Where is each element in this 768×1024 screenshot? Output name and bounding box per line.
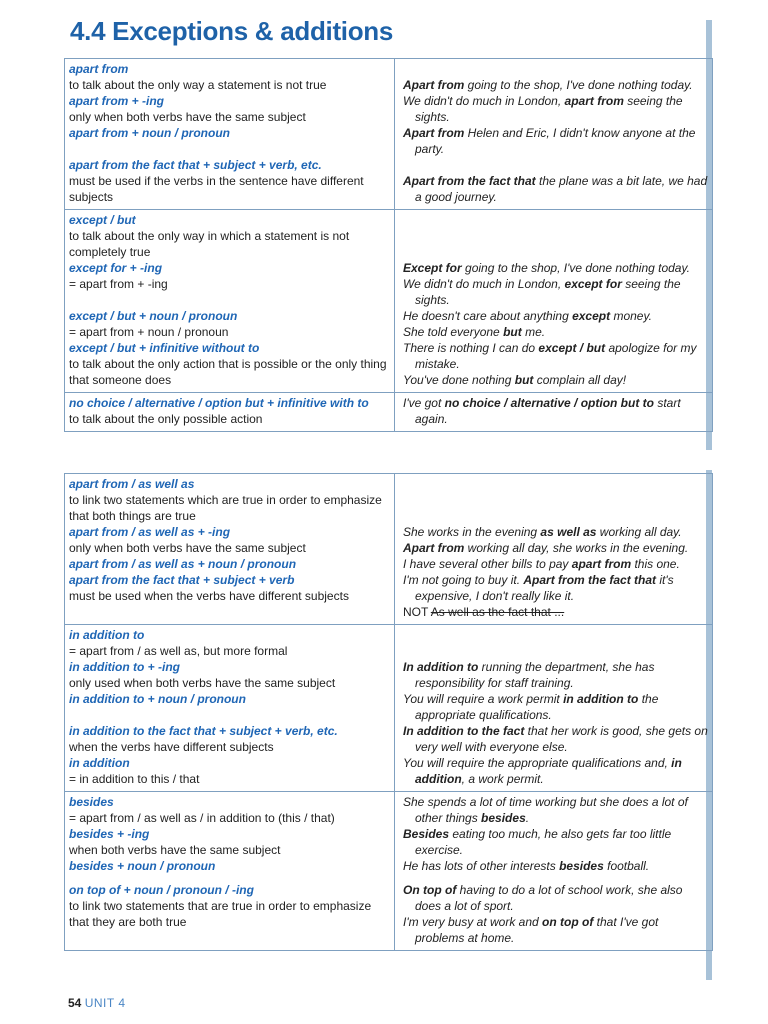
key-phrase: Except for [403, 261, 462, 275]
grammar-pattern: in addition to the fact that + subject + verb, etc. [69, 724, 338, 738]
spacer [403, 476, 708, 492]
grammar-pattern: apart from / as well as + noun / pronoun [69, 557, 297, 571]
key-phrase: except / but [538, 341, 606, 355]
example-sentence [403, 340, 708, 372]
rule-cell [65, 625, 395, 792]
example-sentence [403, 372, 708, 388]
sentence-text: this one. [631, 557, 680, 571]
not-label: NOT [403, 605, 431, 619]
key-phrase: In addition to [403, 660, 479, 674]
example-sentence [403, 572, 708, 604]
table-row [65, 59, 713, 210]
sentence-text: Helen and Eric, I didn't know anyone at the party. [415, 126, 696, 156]
example-cell [395, 625, 713, 792]
sentence-text: going to the shop, I've done nothing today. [464, 78, 693, 92]
grammar-pattern: in addition [69, 756, 130, 770]
grammar-pattern: except / but [69, 213, 136, 227]
key-phrase: Apart from [403, 126, 465, 140]
grammar-table-additions [64, 473, 713, 951]
usage-note: when the verbs have different subjects [69, 740, 274, 754]
example-sentence [403, 308, 708, 324]
usage-note: = apart from + -ing [69, 277, 168, 291]
spacer [403, 228, 708, 244]
key-phrase: On top of [403, 883, 457, 897]
spacer [403, 157, 708, 173]
example-sentence [403, 794, 708, 826]
usage-note: to link two statements that are true in order to emphasize that they are both true [69, 899, 372, 929]
sentence-text: He doesn't care about anything [403, 309, 573, 323]
grammar-pattern: except / but + infinitive without to [69, 341, 260, 355]
struck-phrase: As well as the fact that ... [430, 605, 565, 619]
sentence-text: having to do a lot of school work, she also does a lot of sport. [415, 883, 683, 913]
rule-cell [65, 474, 395, 625]
grammar-pattern: besides + -ing [69, 827, 150, 841]
example-sentence [403, 858, 708, 874]
table-row [65, 474, 713, 625]
spacer [403, 874, 708, 882]
usage-note: must be used when the verbs have different subjects [69, 589, 349, 603]
sentence-text: I've got [403, 396, 445, 410]
key-phrase: Apart from [403, 78, 465, 92]
key-phrase: in addition [415, 756, 682, 786]
table-row [65, 393, 713, 432]
sentence-text: working all day. [596, 525, 682, 539]
sentence-text: that her work is good, she gets on very well with everyone else. [415, 724, 708, 754]
usage-note: only when both verbs have the same subject [69, 110, 306, 124]
sentence-text: eating too much, he also gets far too little exercise. [415, 827, 672, 857]
grammar-pattern: apart from / as well as [69, 477, 195, 491]
key-phrase: except [572, 309, 611, 323]
example-sentence [403, 755, 708, 787]
sentence-text: start again. [415, 396, 681, 426]
usage-note: must be used if the verbs in the sentence have different subjects [69, 174, 364, 204]
page-number: 54 [68, 996, 82, 1010]
rule-cell [65, 393, 395, 432]
example-cell [395, 474, 713, 625]
spacer [403, 508, 708, 524]
example-sentence [403, 260, 708, 276]
sentence-text: money. [610, 309, 652, 323]
sentence-text: I'm not going to buy it. [403, 573, 524, 587]
spacer [69, 292, 390, 308]
sentence-text: seeing the sights. [415, 277, 681, 307]
key-phrase: apart from [571, 557, 632, 571]
table-row [65, 210, 713, 393]
grammar-pattern: in addition to [69, 628, 145, 642]
example-cell [395, 393, 713, 432]
example-sentence [403, 324, 708, 340]
grammar-pattern: no choice / alternative / option but + infinitive with to [69, 396, 369, 410]
table-row [65, 792, 713, 951]
spacer [403, 643, 708, 659]
sentence-text: , a work permit. [461, 772, 544, 786]
example-sentence [403, 125, 708, 157]
key-phrase: Besides [403, 827, 450, 841]
spacer [403, 627, 708, 643]
example-sentence [403, 914, 708, 946]
key-phrase: besides [481, 811, 526, 825]
sentence-text: that I've got problems at home. [415, 915, 659, 945]
key-phrase: Apart from [403, 541, 465, 555]
usage-note: = in addition to this / that [69, 772, 200, 786]
key-phrase: no choice / alternative / option but to [444, 396, 654, 410]
grammar-table-exceptions [64, 58, 713, 432]
key-phrase: Apart from the fact that [523, 573, 657, 587]
sentence-text: the plane was a bit late, we had a good journey. [415, 174, 708, 204]
sentence-text: running the department, she has responsibility for staff training. [415, 660, 655, 690]
usage-note: to talk about the only action that is possible or the only thing that someone does [69, 357, 387, 387]
spacer [69, 707, 390, 723]
sentence-text: You've done nothing [403, 373, 515, 387]
usage-note: to link two statements which are true in order to emphasize that both things are true [69, 493, 382, 523]
example-sentence [403, 556, 708, 572]
rule-cell [65, 792, 395, 951]
key-phrase: In addition to the fact [403, 724, 525, 738]
spacer [69, 141, 390, 157]
sentence-text: the appropriate qualifications. [415, 692, 659, 722]
usage-note: only when both verbs have the same subject [69, 541, 306, 555]
sentence-text: . [525, 811, 530, 825]
sentence-text: She works in the evening [403, 525, 541, 539]
sentence-text: She told everyone [403, 325, 504, 339]
example-sentence [403, 540, 708, 556]
spacer [403, 244, 708, 260]
grammar-pattern: apart from the fact that + subject + verb, etc. [69, 158, 322, 172]
sentence-text: apologize for my mistake. [415, 341, 697, 371]
sentence-text: You will require the appropriate qualifications and, [403, 756, 672, 770]
grammar-pattern: in addition to + noun / pronoun [69, 692, 246, 706]
usage-note: = apart from / as well as, but more formal [69, 644, 288, 658]
sentence-text: complain all day! [533, 373, 627, 387]
sentence-text: going to the shop, I've done nothing today. [461, 261, 690, 275]
spacer [69, 874, 390, 882]
key-phrase: except for [564, 277, 622, 291]
example-cell [395, 792, 713, 951]
example-sentence [403, 276, 708, 308]
page-title: 4.4 Exceptions & additions [70, 16, 394, 46]
unit-label: UNIT 4 [84, 996, 126, 1010]
grammar-pattern: besides + noun / pronoun [69, 859, 216, 873]
example-sentence [403, 826, 708, 858]
key-phrase: but [503, 325, 522, 339]
example-sentence [403, 691, 708, 723]
page-footer [68, 996, 126, 1010]
usage-note: only used when both verbs have the same subject [69, 676, 336, 690]
key-phrase: apart from [564, 94, 624, 108]
sentence-text: I have several other bills to pay [403, 557, 572, 571]
spacer [403, 61, 708, 77]
sentence-text: working all day, she works in the evening. [464, 541, 689, 555]
sentence-text: it's expensive, I don't really like it. [415, 573, 674, 603]
example-sentence [403, 395, 708, 427]
grammar-pattern: apart from + noun / pronoun [69, 126, 230, 140]
spacer [403, 492, 708, 508]
sentence-text: You will require a work permit [403, 692, 564, 706]
usage-note: to talk about the only way a statement is not true [69, 78, 327, 92]
usage-note: = apart from / as well as / in addition to (this / that) [69, 811, 335, 825]
sentence-text: me. [521, 325, 546, 339]
usage-note: when both verbs have the same subject [69, 843, 281, 857]
usage-note: = apart from + noun / pronoun [69, 325, 229, 339]
key-phrase: but [514, 373, 534, 387]
sentence-text: We didn't do much in London, [403, 94, 565, 108]
key-phrase: besides [559, 859, 604, 873]
usage-note: to talk about the only possible action [69, 412, 263, 426]
sentence-text: We didn't do much in London, [403, 277, 565, 291]
incorrect-example [403, 604, 708, 620]
key-phrase: on top of [542, 915, 594, 929]
grammar-pattern: apart from [69, 62, 129, 76]
rule-cell [65, 210, 395, 393]
sentence-text: She spends a lot of time working but she does a lot of other things [403, 795, 688, 825]
rule-cell [65, 59, 395, 210]
key-phrase: in addition to [563, 692, 639, 706]
usage-note: to talk about the only way in which a statement is not completely true [69, 229, 350, 259]
grammar-pattern: besides [69, 795, 114, 809]
grammar-pattern: apart from the fact that + subject + verb [69, 573, 295, 587]
grammar-pattern: in addition to + -ing [69, 660, 180, 674]
sentence-text: football. [603, 859, 650, 873]
example-cell [395, 210, 713, 393]
sentence-text: I'm very busy at work and [403, 915, 543, 929]
table-row [65, 625, 713, 792]
grammar-pattern: except for + -ing [69, 261, 163, 275]
grammar-pattern: except / but + noun / pronoun [69, 309, 238, 323]
example-sentence [403, 77, 708, 93]
spacer [403, 212, 708, 228]
example-sentence [403, 659, 708, 691]
sentence-text: He has lots of other interests [403, 859, 560, 873]
key-phrase: Apart from the fact that [403, 174, 536, 188]
grammar-pattern: apart from / as well as + -ing [69, 525, 231, 539]
sentence-text: There is nothing I can do [403, 341, 539, 355]
grammar-pattern: on top of + noun / pronoun / -ing [69, 883, 254, 897]
key-phrase: as well as [540, 525, 597, 539]
sentence-text: seeing the sights. [415, 94, 683, 124]
example-sentence [403, 723, 708, 755]
grammar-pattern: apart from + -ing [69, 94, 165, 108]
example-sentence [403, 524, 708, 540]
example-sentence [403, 882, 708, 914]
example-sentence [403, 93, 708, 125]
example-sentence [403, 173, 708, 205]
example-cell [395, 59, 713, 210]
